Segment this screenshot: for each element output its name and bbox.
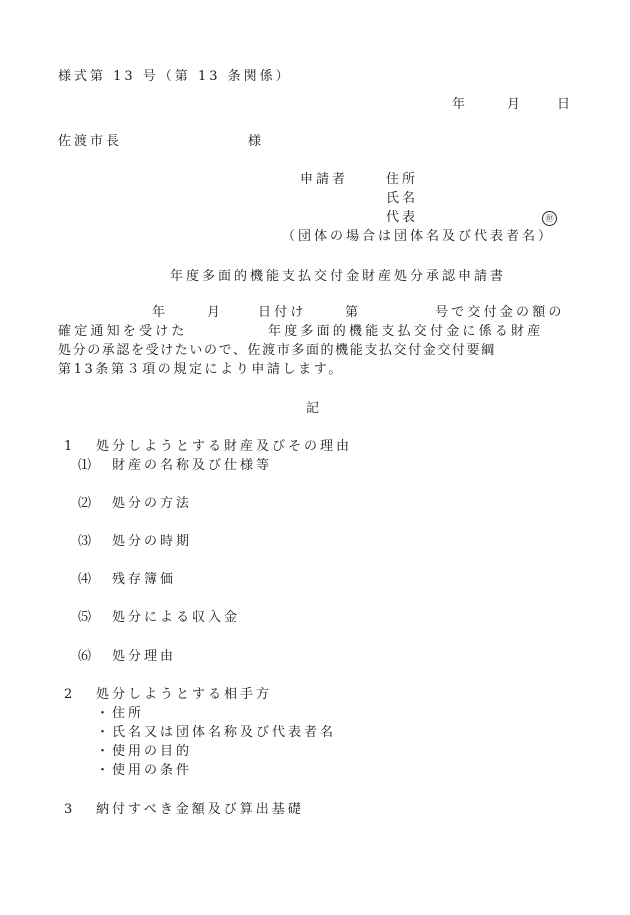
ki-heading: 記 <box>306 401 323 416</box>
body-line1-no: 第 <box>345 305 362 320</box>
item2-bullet4: ・使用の条件 <box>96 763 193 778</box>
applicant-label: 申請者 <box>300 172 349 187</box>
document-title: 年度多面的機能支払交付金財産処分承認申請書 <box>170 269 507 284</box>
item2-label: 処分しようとする相手方 <box>96 687 273 702</box>
item3-number: 3 <box>64 802 76 817</box>
item1-sub6-label: 処分理由 <box>112 649 177 664</box>
body-line1-month: 月 <box>207 305 224 320</box>
honorific: 様 <box>248 134 265 149</box>
date-year: 年 <box>452 97 469 112</box>
body-line1-year: 年 <box>152 305 169 320</box>
body-line1-rest: 号で交付金の額の <box>435 305 565 320</box>
item1-sub5-label: 処分による収入金 <box>112 610 241 625</box>
item1-sub1-number: ⑴ <box>78 458 95 473</box>
item2-bullet3: ・使用の目的 <box>96 744 193 759</box>
seal-icon: ㊞ <box>542 211 557 226</box>
body-line4: 第13条第３項の規定により申請します。 <box>58 362 344 377</box>
item1-sub2-label: 処分の方法 <box>112 496 193 511</box>
body-line1-date: 日付け <box>258 305 307 320</box>
item1-sub2-number: ⑵ <box>78 496 95 511</box>
date-day: 日 <box>557 97 574 112</box>
item2-bullet1: ・住所 <box>96 706 145 721</box>
item1-sub5-number: ⑸ <box>78 610 95 625</box>
item1-sub3-label: 処分の時期 <box>112 534 193 549</box>
applicant-name-label: 氏名 <box>386 191 419 206</box>
seal-mark <box>542 209 557 227</box>
body-line2-a: 確定通知を受けた <box>58 324 188 339</box>
item1-sub4-number: ⑷ <box>78 572 95 587</box>
body-line2-b: 年度多面的機能支払交付金に係る財産 <box>268 324 544 339</box>
item3-label: 納付すべき金額及び算出基礎 <box>96 802 304 817</box>
item1-sub6-number: ⑹ <box>78 649 95 664</box>
applicant-address-label: 住所 <box>386 172 419 187</box>
applicant-note: （団体の場合は団体名及び代表者名） <box>282 229 555 244</box>
item2-bullet2: ・氏名又は団体名称及び代表者名 <box>96 725 337 740</box>
item1-label: 処分しようとする財産及びその理由 <box>96 439 353 454</box>
item1-sub1-label: 財産の名称及び仕様等 <box>112 458 273 473</box>
item1-sub3-number: ⑶ <box>78 534 95 549</box>
date-month: 月 <box>507 97 524 112</box>
applicant-rep-label: 代表 <box>386 210 419 225</box>
form-number-header: 様式第 13 号（第 13 条関係） <box>58 69 292 84</box>
item1-sub4-label: 残存簿価 <box>112 572 177 587</box>
item1-number: 1 <box>64 439 76 454</box>
addressee: 佐渡市長 <box>58 134 123 149</box>
body-line3: 処分の承認を受けたいので、佐渡市多面的機能支払交付金交付要綱 <box>58 343 496 358</box>
item2-number: 2 <box>64 687 76 702</box>
